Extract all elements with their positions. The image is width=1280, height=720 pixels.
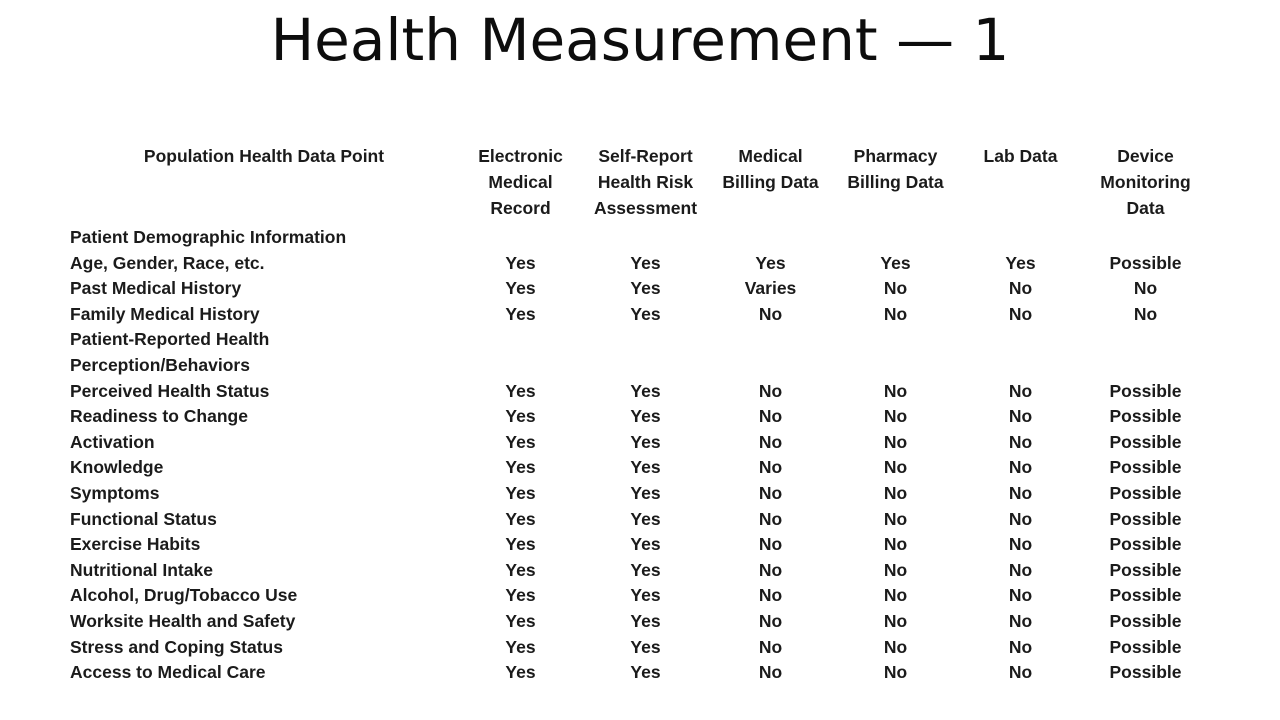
value-cell: No [758, 585, 783, 606]
page-title: Health Measurement — 1 [270, 6, 1010, 74]
header-line: Self-Report [598, 146, 693, 166]
section-name-line: Perception/Behaviors [70, 354, 250, 375]
row-label: Readiness to Change [70, 406, 248, 427]
section-name-line: Patient Demographic Information [70, 227, 347, 247]
value-cell: Yes [755, 252, 786, 273]
value-cell: No [1008, 406, 1033, 427]
value-cell: No [758, 482, 783, 503]
value-cell: Yes [505, 278, 536, 299]
header-line: Electronic [478, 146, 563, 166]
value-cell: Yes [505, 610, 536, 631]
value-cell: Possible [1109, 585, 1182, 606]
value-cell: No [883, 585, 908, 606]
value-cell: No [758, 534, 783, 555]
value-cell: No [883, 534, 908, 555]
data-row [70, 430, 1208, 456]
value-cell: Yes [880, 252, 911, 273]
column-header [708, 143, 833, 225]
value-cell: No [883, 303, 908, 324]
data-row [70, 481, 1208, 507]
value-cell: No [883, 457, 908, 478]
value-cell: No [1133, 303, 1158, 324]
value-cell: No [1008, 636, 1033, 657]
value-cell: No [758, 662, 783, 683]
value-cell: Yes [505, 559, 536, 580]
row-label: Activation [70, 431, 155, 452]
value-cell: No [1008, 457, 1033, 478]
value-cell: Yes [505, 252, 536, 273]
value-cell: No [883, 662, 908, 683]
header-row [70, 143, 1208, 225]
data-row [70, 609, 1208, 635]
value-cell: No [1008, 534, 1033, 555]
value-cell: Possible [1109, 610, 1182, 631]
data-row [70, 251, 1208, 277]
value-cell: No [1008, 559, 1033, 580]
value-cell: No [758, 610, 783, 631]
empty-cell [833, 225, 958, 251]
value-cell: Varies [744, 278, 797, 299]
value-cell: Yes [505, 380, 536, 401]
row-label: Perceived Health Status [70, 380, 270, 401]
section-name [70, 327, 458, 378]
value-cell: No [1008, 508, 1033, 529]
value-cell: No [883, 636, 908, 657]
value-cell: Yes [630, 585, 661, 606]
data-row [70, 660, 1208, 686]
value-cell: Yes [630, 508, 661, 529]
data-row [70, 532, 1208, 558]
data-row [70, 583, 1208, 609]
row-label: Worksite Health and Safety [70, 610, 296, 631]
value-cell: Possible [1109, 380, 1182, 401]
value-cell: Yes [630, 610, 661, 631]
value-cell: Yes [630, 457, 661, 478]
value-cell: No [1008, 585, 1033, 606]
value-cell: Yes [630, 559, 661, 580]
table-header [70, 143, 1208, 225]
value-cell: No [758, 457, 783, 478]
data-row [70, 404, 1208, 430]
data-row [70, 635, 1208, 661]
section-row [70, 327, 1208, 378]
value-cell: No [883, 278, 908, 299]
column-header [958, 143, 1083, 225]
value-cell: No [1133, 278, 1158, 299]
value-cell: Yes [1005, 252, 1036, 273]
data-row [70, 302, 1208, 328]
value-cell: No [758, 559, 783, 580]
data-row [70, 558, 1208, 584]
empty-cell [1083, 327, 1208, 378]
column-header [458, 143, 583, 225]
empty-cell [583, 327, 708, 378]
column-header [1083, 143, 1208, 225]
value-cell: No [1008, 303, 1033, 324]
value-cell: Yes [505, 662, 536, 683]
value-cell: Yes [630, 636, 661, 657]
header-line: Health Risk [597, 172, 694, 192]
value-cell: No [883, 406, 908, 427]
value-cell: Yes [505, 585, 536, 606]
row-label: Past Medical History [70, 278, 242, 299]
value-cell: Possible [1109, 534, 1182, 555]
value-cell: Yes [630, 534, 661, 555]
value-cell: Yes [630, 662, 661, 683]
row-label: Functional Status [70, 508, 217, 529]
health-data-table [70, 143, 1208, 686]
value-cell: Yes [630, 380, 661, 401]
value-cell: Possible [1109, 662, 1182, 683]
value-cell: No [758, 431, 783, 452]
value-cell: No [883, 508, 908, 529]
row-label: Knowledge [70, 457, 164, 478]
header-line: Billing Data [722, 172, 819, 192]
value-cell: No [883, 610, 908, 631]
empty-cell [708, 327, 833, 378]
column-header [833, 143, 958, 225]
empty-cell [1083, 225, 1208, 251]
value-cell: Possible [1109, 636, 1182, 657]
value-cell: No [758, 636, 783, 657]
section-row [70, 225, 1208, 251]
empty-cell [833, 327, 958, 378]
value-cell: No [883, 431, 908, 452]
row-label: Nutritional Intake [70, 559, 213, 580]
empty-cell [708, 225, 833, 251]
header-line: Billing Data [847, 172, 944, 192]
empty-cell [458, 327, 583, 378]
data-row [70, 507, 1208, 533]
value-cell: Yes [505, 482, 536, 503]
value-cell: Yes [505, 534, 536, 555]
value-cell: Possible [1109, 406, 1182, 427]
value-cell: No [1008, 662, 1033, 683]
header-line: Lab Data [983, 146, 1058, 166]
section-name-line: Patient-Reported Health [70, 329, 270, 350]
value-cell: No [758, 508, 783, 529]
value-cell: No [1008, 380, 1033, 401]
header-line: Device [1117, 146, 1174, 166]
table-body [70, 225, 1208, 686]
value-cell: No [883, 482, 908, 503]
header-line: Pharmacy [853, 146, 938, 166]
value-cell: Yes [630, 252, 661, 273]
row-label: Stress and Coping Status [70, 636, 283, 657]
header-line: Monitoring [1100, 172, 1191, 192]
value-cell: Yes [505, 406, 536, 427]
value-cell: Yes [505, 636, 536, 657]
header-line: Medical [738, 146, 803, 166]
row-label: Exercise Habits [70, 534, 201, 555]
empty-cell [458, 225, 583, 251]
value-cell: Possible [1109, 482, 1182, 503]
value-cell: Yes [505, 457, 536, 478]
column-header-row-label: Population Health Data Point [143, 146, 385, 166]
row-label: Access to Medical Care [70, 662, 266, 683]
value-cell: Possible [1109, 252, 1182, 273]
data-row [70, 379, 1208, 405]
value-cell: Yes [630, 406, 661, 427]
value-cell: No [1008, 278, 1033, 299]
value-cell: No [1008, 431, 1033, 452]
column-header [583, 143, 708, 225]
data-row [70, 276, 1208, 302]
value-cell: No [1008, 610, 1033, 631]
header-line: Record [490, 198, 551, 218]
value-cell: Yes [630, 482, 661, 503]
value-cell: No [883, 380, 908, 401]
row-label: Family Medical History [70, 303, 260, 324]
header-line: Medical [488, 172, 553, 192]
data-row [70, 455, 1208, 481]
value-cell: Possible [1109, 431, 1182, 452]
value-cell: No [758, 380, 783, 401]
value-cell: Yes [505, 431, 536, 452]
header-line: Data [1126, 198, 1165, 218]
value-cell: Yes [505, 303, 536, 324]
section-name [70, 225, 458, 251]
value-cell: Yes [505, 508, 536, 529]
value-cell: Yes [630, 278, 661, 299]
value-cell: No [1008, 482, 1033, 503]
row-label: Alcohol, Drug/Tobacco Use [70, 585, 298, 606]
value-cell: Yes [630, 303, 661, 324]
empty-cell [958, 327, 1083, 378]
value-cell: No [883, 559, 908, 580]
value-cell: Possible [1109, 508, 1182, 529]
value-cell: Possible [1109, 457, 1182, 478]
row-label: Age, Gender, Race, etc. [70, 252, 265, 273]
value-cell: No [758, 303, 783, 324]
empty-cell [583, 225, 708, 251]
value-cell: Yes [630, 431, 661, 452]
empty-cell [958, 225, 1083, 251]
value-cell: No [758, 406, 783, 427]
value-cell: Possible [1109, 559, 1182, 580]
header-line: Assessment [593, 198, 698, 218]
row-label: Symptoms [70, 482, 160, 503]
